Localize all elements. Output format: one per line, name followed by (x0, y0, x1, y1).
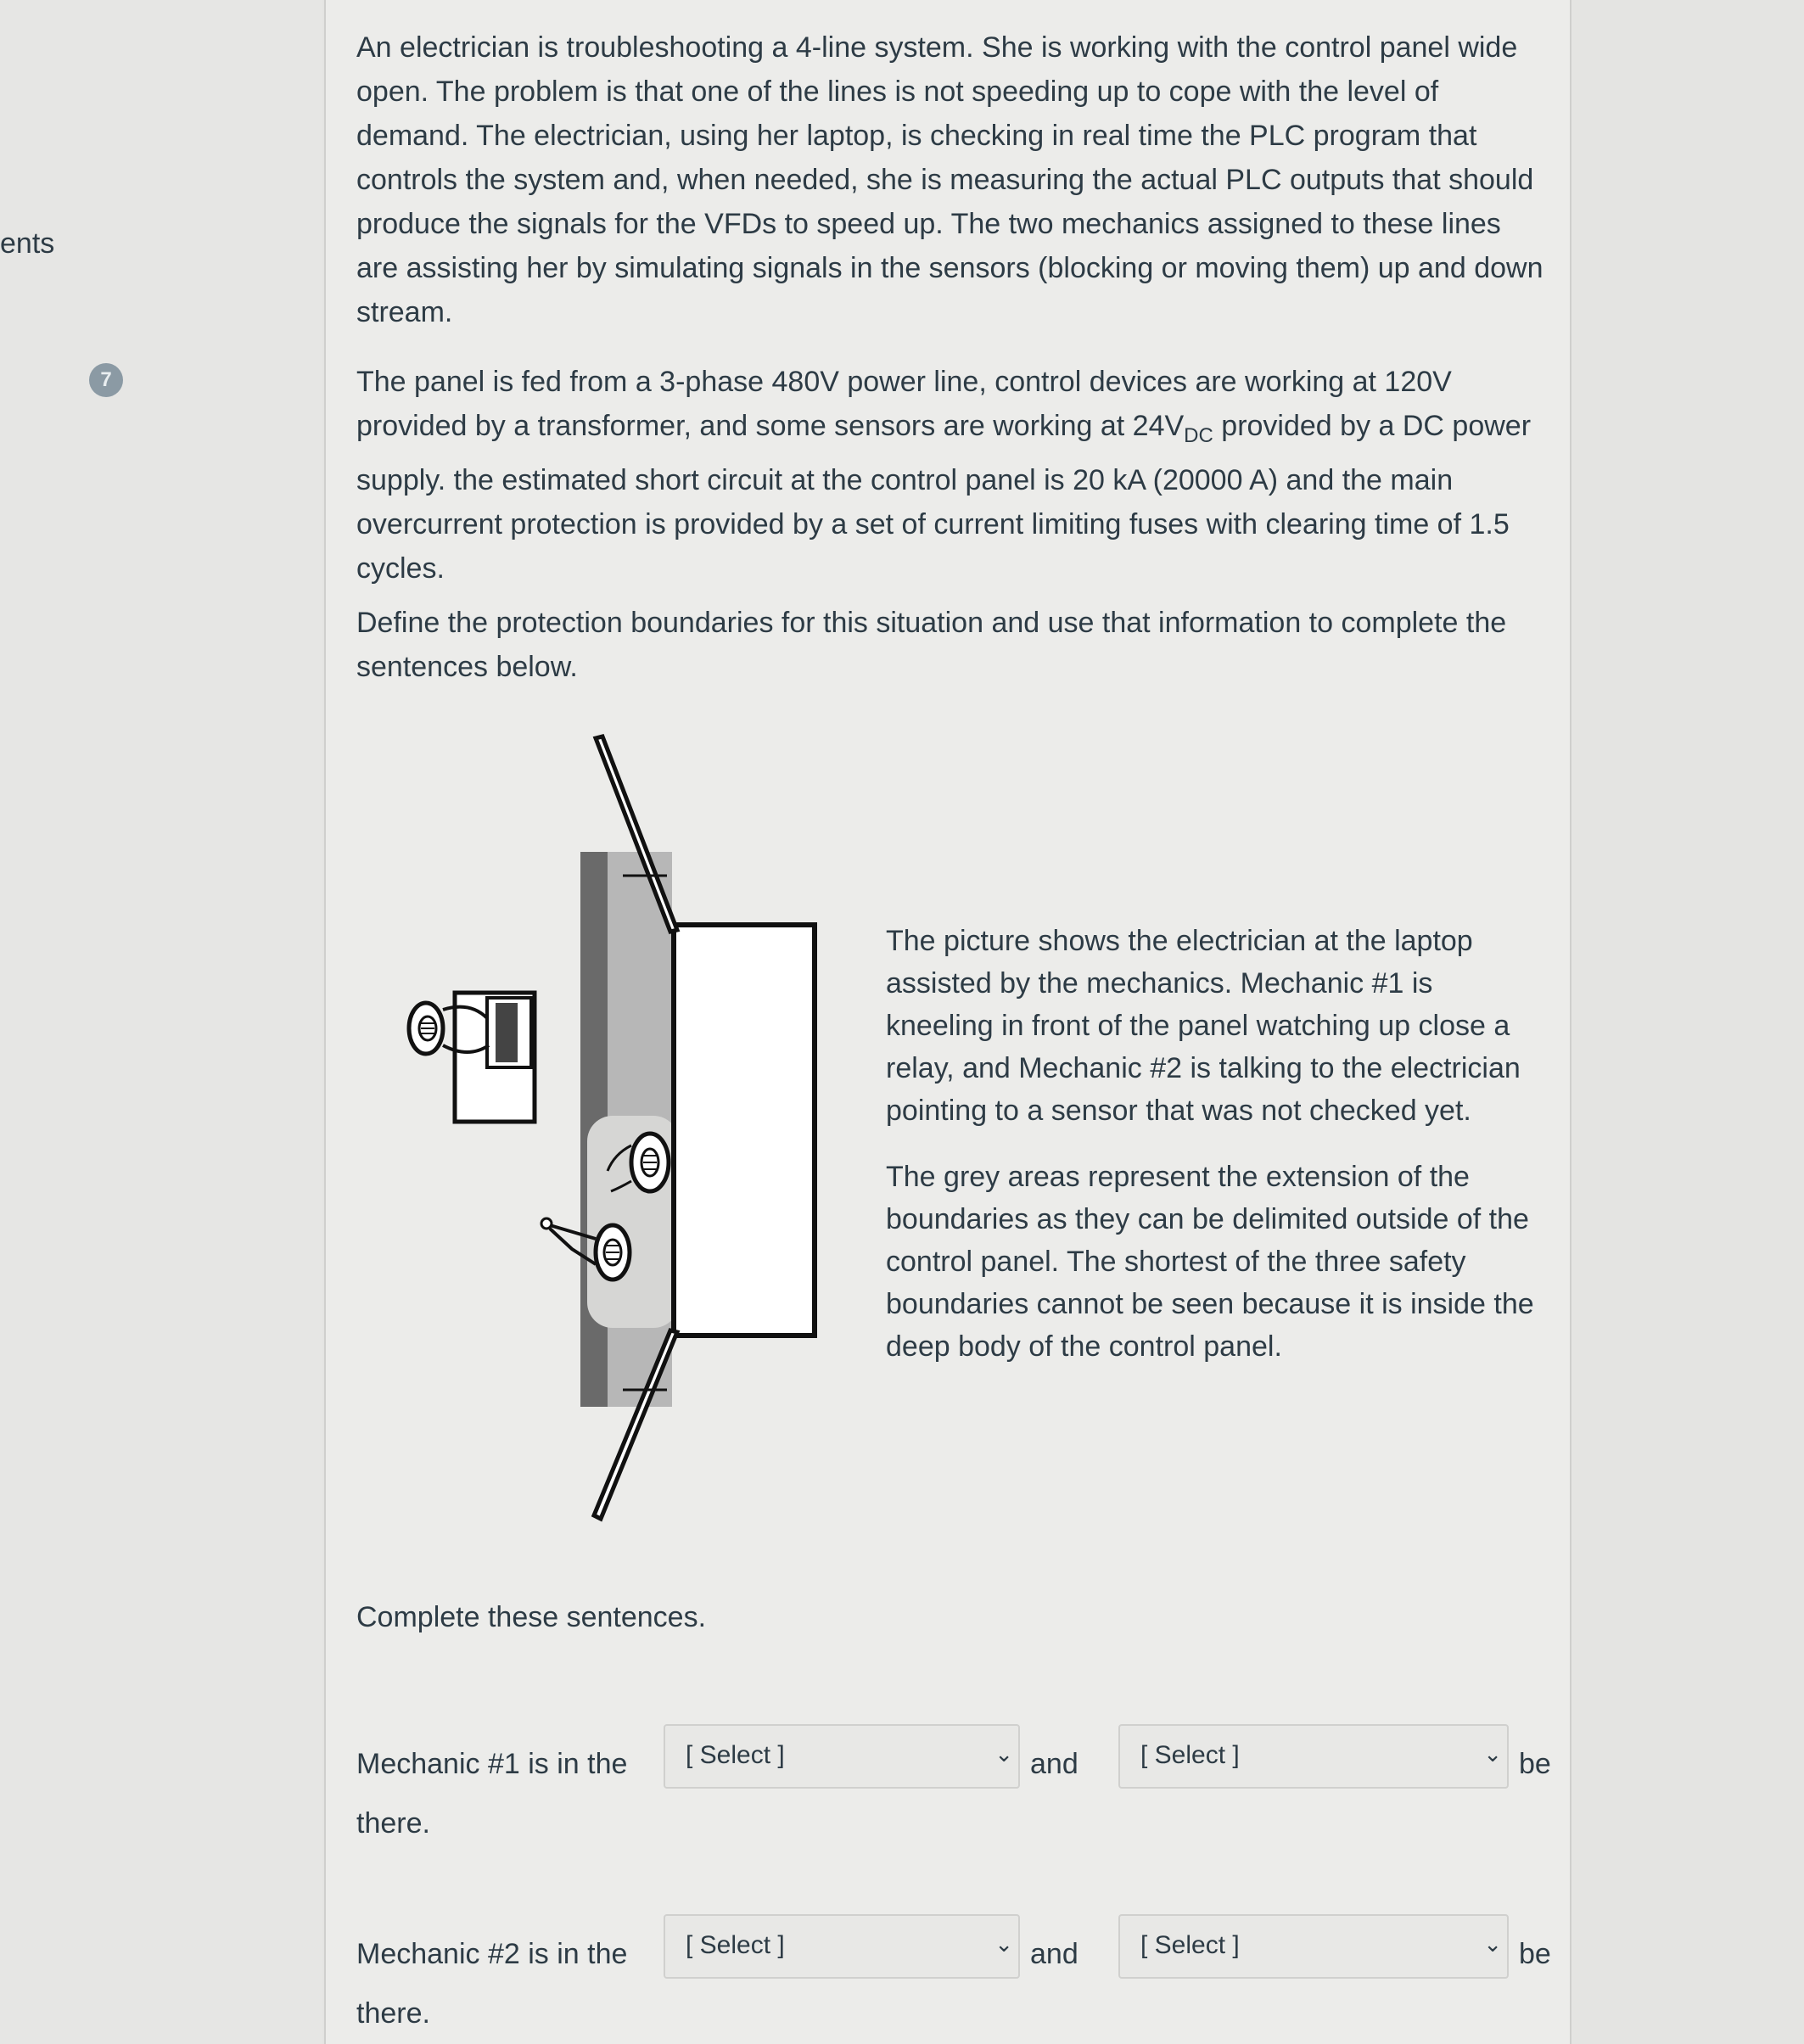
intro-paragraph-2: The panel is fed from a 3-phase 480V power line, control devices are working at 120V provided by a transformer, and some sensors are working at $24V_{DC}$ provided by a DC power supply. the estimated short circuit at the control panel is 20 kA (20000 A) and the main overcurrent protection is provided by a set of current limiting fuses with clearing time of 1.5 cycles. (356, 366, 1532, 585)
sentence-1-conjunction: and (1030, 1748, 1078, 1780)
intro-paragraph-1: An electrician is troubleshooting a 4-line system. She is working with the control panel wide open. The problem is that one of the lines is not speeding up to cope with the level of demand. The electrician, using her laptop, is checking in real time the PLC program that controls the system and, when needed, she is measuring the actual PLC outputs that should produce the signals for the VFDs to speed up. The two mechanics assigned to these lines are assisting her by simulating signals in the sensors (blocking or moving them) up and down stream. (356, 31, 1543, 328)
figure-caption-paragraph-1: The picture shows the electrician at the laptop assisted by the mechanics. Mechanic #1 is kneeling in front of the panel watching up close a relay, and Mechanic #2 is talking to the electrician pointing to a sensor that was not checked yet. (886, 925, 1521, 1127)
complete-sentences-heading: Complete these sentences. (356, 1601, 707, 1633)
question-number-badge: 7 (89, 363, 123, 397)
chevron-down-icon: ⌄ (1483, 1931, 1502, 1957)
nav-item-fragment[interactable]: ents (0, 227, 55, 260)
sentence-1-boundary-select-value: [ Select ] (686, 1741, 785, 1769)
sentence-1-boundary-select[interactable] (664, 1724, 1020, 1789)
instruction-paragraph: Define the protection boundaries for this situation and use that information to complete the sentences below. (356, 607, 1507, 683)
sentence-row-1 (356, 1724, 1561, 1800)
question-content (324, 0, 1571, 2044)
sentence-2-boundary-select-value: [ Select ] (686, 1931, 785, 1959)
sentence-2-action-select[interactable] (1118, 1914, 1509, 1979)
sentence-1-suffix: be (1519, 1748, 1551, 1780)
chevron-down-icon: ⌄ (994, 1931, 1013, 1957)
sentence-2-tail: there. (356, 1997, 430, 2030)
sentence-2-prefix: Mechanic #2 is in the (356, 1938, 628, 1970)
panel-layout-diagram (368, 730, 843, 1544)
chevron-down-icon: ⌄ (994, 1741, 1013, 1767)
sentence-1-tail: there. (356, 1807, 430, 1840)
sentence-1-action-select-value: [ Select ] (1140, 1741, 1240, 1769)
chevron-down-icon: ⌄ (1483, 1741, 1502, 1767)
figure-caption-paragraph-2: The grey areas represent the extension of the boundaries as they can be delimited outside of the control panel. The shortest of the three safety boundaries cannot be seen because it is inside the deep body of the control panel. (886, 1161, 1534, 1363)
sentence-2-suffix: be (1519, 1938, 1551, 1970)
sentence-row-2 (356, 1914, 1561, 1991)
sentence-1-action-select[interactable] (1118, 1724, 1509, 1789)
sentence-2-action-select-value: [ Select ] (1140, 1931, 1240, 1959)
left-nav-rail (0, 0, 322, 2044)
control-panel (674, 925, 815, 1336)
sentence-2-conjunction: and (1030, 1938, 1078, 1970)
sentence-2-boundary-select[interactable] (664, 1914, 1020, 1979)
sentence-1-prefix: Mechanic #1 is in the (356, 1748, 628, 1780)
